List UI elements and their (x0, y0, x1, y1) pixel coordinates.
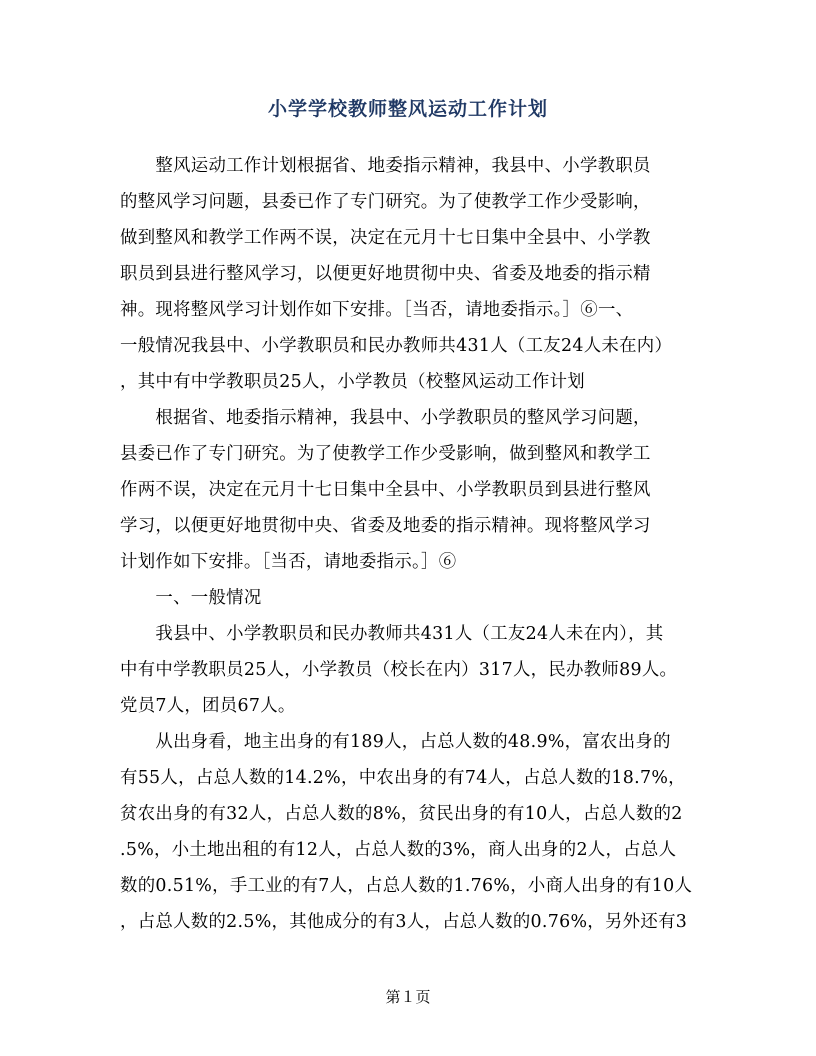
text-line: 从出身看，地主出身的有189人，占总人数的48.9%，富农出身的 (120, 732, 671, 752)
text-line: 一般情况我县中、小学教职员和民办教师共431人（工友24人未在内） (120, 336, 673, 356)
text-line: 数的0.51%，手工业的有7人，占总人数的1.76%，小商人出身的有10人 (120, 876, 693, 896)
text-line: 党员7人，团员67人。 (120, 696, 296, 716)
text-line: 根据省、地委指示精神，我县中、小学教职员的整风学习问题， (120, 408, 651, 428)
text-line: ，其中有中学教职员25人，小学教员（校整风运动工作计划 (120, 372, 585, 392)
text-line: 的整风学习问题，县委已作了专门研究。为了使教学工作少受影响， (120, 192, 651, 212)
text-line: 计划作如下安排。［当否，请地委指示。］⑥ (120, 552, 457, 572)
text-line: 我县中、小学教职员和民办教师共431人（工友24人未在内），其 (120, 624, 664, 644)
text-line: ，占总人数的2.5%，其他成分的有3人，占总人数的0.76%，另外还有3 (120, 912, 688, 932)
text-line: 一、一般情况 (120, 588, 262, 608)
document-title: 小学学校教师整风运动工作计划 (267, 98, 548, 120)
text-line: 做到整风和教学工作两不误，决定在元月十七日集中全县中、小学教 (120, 228, 651, 248)
text-line: .5%，小土地出租的有12人，占总人数的3%，商人出身的2人，占总人 (120, 840, 677, 860)
text-line: 县委已作了专门研究。为了使教学工作少受影响，做到整风和教学工 (120, 444, 651, 464)
text-line: 作两不误，决定在元月十七日集中全县中、小学教职员到县进行整风 (120, 480, 651, 500)
page-number: 第１页 (385, 988, 431, 1006)
text-line: 中有中学教职员25人，小学教员（校长在内）317人，民办教师89人。 (120, 660, 678, 680)
text-line: 职员到县进行整风学习，以便更好地贯彻中央、省委及地委的指示精 (120, 264, 651, 284)
text-line: 学习，以便更好地贯彻中央、省委及地委的指示精神。现将整风学习 (120, 516, 651, 536)
text-line: 有55人，占总人数的14.2%，中农出身的有74人，占总人数的18.7%， (120, 768, 686, 788)
text-line: 贫农出身的有32人，占总人数的8%，贫民出身的有10人，占总人数的2 (120, 804, 683, 824)
text-line: 神。现将整风学习计划作如下安排。［当否，请地委指示。］⑥一、 (120, 300, 634, 320)
document-body (120, 148, 700, 940)
text-line: 整风运动工作计划根据省、地委指示精神，我县中、小学教职员 (120, 156, 651, 176)
